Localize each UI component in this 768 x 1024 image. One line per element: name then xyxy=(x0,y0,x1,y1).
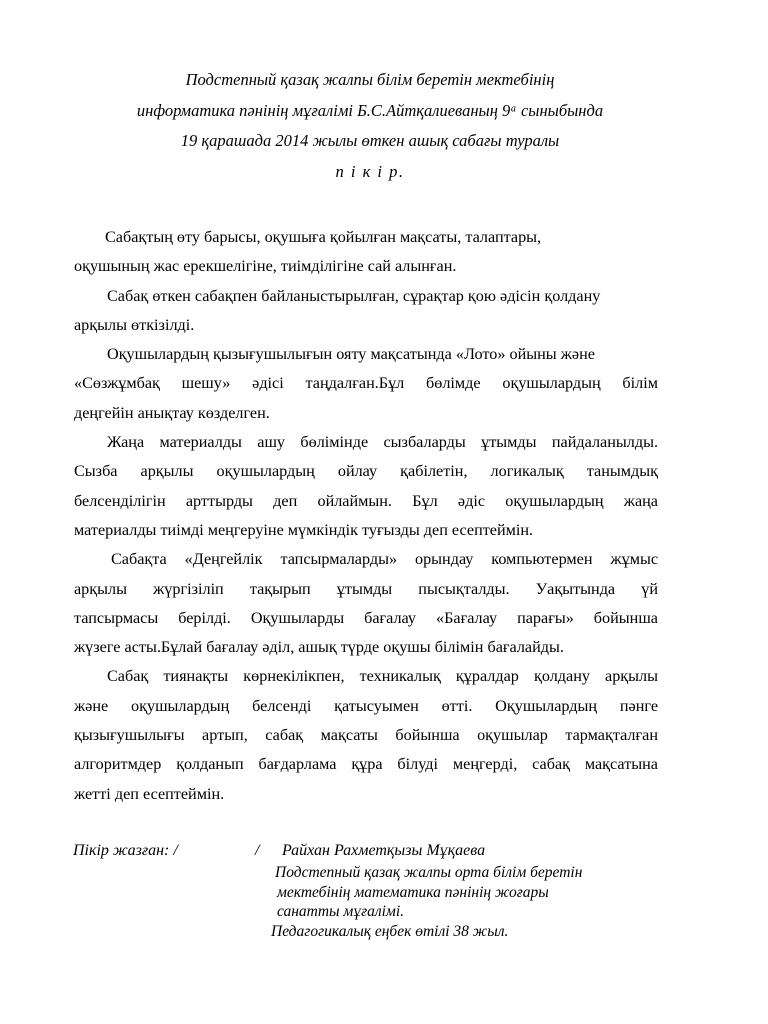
signature-detail-line: санатты мұғалімі. xyxy=(277,903,405,920)
signature-details xyxy=(271,863,583,941)
document-heading xyxy=(0,65,740,188)
heading-line-teacher: информатика пәнінің мұғалімі Б.С.Айтқалиеваның 9ᵃ сыныбында xyxy=(136,100,604,120)
text-line: материалды тиімді меңгеруіне мүмкіндік туғызды деп есептеймін. xyxy=(74,520,534,539)
text-line: тапсырмасы берілді. Оқушыларды бағалау «Бағалау парағы» бойынша xyxy=(74,608,658,627)
text-line: Оқушылардың қызығушылығын ояту мақсатында «Лото» ойыны және xyxy=(107,345,595,364)
text-line: арқылы өткізілді. xyxy=(74,315,195,334)
text-line: белсенділігін арттырды деп ойлаймын. Бұл әдіс оқушылардың жаңа xyxy=(74,491,658,510)
paragraph-6 xyxy=(74,662,658,808)
signature-detail-line: мектебінің математика пәнінің жоғары xyxy=(277,883,549,901)
text-line: «Сөзжұмбақ шешу» әдісі таңдалған.Бұл бөлімде оқушылардың білім xyxy=(74,374,658,393)
signature-name: Райхан Рахметқызы Мұқаева xyxy=(282,842,486,859)
text-line: арқылы жүргізіліп тақырып ұтымды пысықталды. Уақытында үй xyxy=(74,579,658,598)
text-line: жүзеге асты.Бұлай бағалау әділ, ашық түрде оқушы білімін бағалайды. xyxy=(74,638,564,657)
heading-line-school: Подстепный қазақ жалпы білім беретін мектебінің xyxy=(185,70,555,89)
text-line: алгоритмдер қолданып бағдарлама құра білуді меңгерді, сабақ мақсатына xyxy=(74,755,658,774)
signature-slash: / xyxy=(255,842,260,859)
heading-line-date: 19 қарашада 2014 жылы өткен ашық сабағы туралы xyxy=(180,131,560,151)
text-line: Сабақтың өту барысы, оқушыға қойылған мақсаты, талаптары, xyxy=(105,228,542,246)
paragraph-5 xyxy=(74,545,658,662)
paragraph-2 xyxy=(74,282,658,341)
text-line: Сабақ тиянақты көрнекілікпен, техникалық құралдар қолдану арқылы xyxy=(107,667,658,686)
text-line: Сабақ өткен сабақпен байланыстырылған, сұрақтар қою әдісін қолдану xyxy=(107,286,601,305)
signature-label: Пікір жазған: / xyxy=(73,842,178,859)
text-line: қызығушылығы артып, сабақ мақсаты бойынша оқушылар тармақталған xyxy=(74,726,658,745)
text-line: деңгейін анықтау көзделген. xyxy=(74,403,270,422)
text-line: жетті деп есептеймін. xyxy=(74,784,225,803)
signature-detail-line: Подстепный қазақ жалпы орта білім беретін xyxy=(275,864,583,881)
document-title: п і к і р. xyxy=(335,162,405,182)
review-body xyxy=(74,223,658,809)
text-line: Жаңа материалды ашу бөлімінде сызбаларды ұтымды пайдаланылды. xyxy=(107,433,658,452)
text-line: Сызба арқылы оқушылардың ойлау қабілетін, логикалық танымдық xyxy=(74,462,658,481)
text-line: және оқушылардың белсенді қатысуымен өтті. Оқушылардың пәнге xyxy=(74,696,658,715)
signature-detail-line: Педагогикалық еңбек өтілі 38 жыл. xyxy=(271,922,509,940)
text-line: оқушының жас ерекшелігіне, тиімділігіне сай алынған. xyxy=(74,257,457,276)
paragraph-4 xyxy=(74,428,658,545)
text-line: Сабақта «Деңгейлік тапсырмаларды» орындау компьютермен жұмыс xyxy=(111,550,658,569)
paragraph-3 xyxy=(74,340,658,428)
paragraph-1 xyxy=(74,223,658,282)
